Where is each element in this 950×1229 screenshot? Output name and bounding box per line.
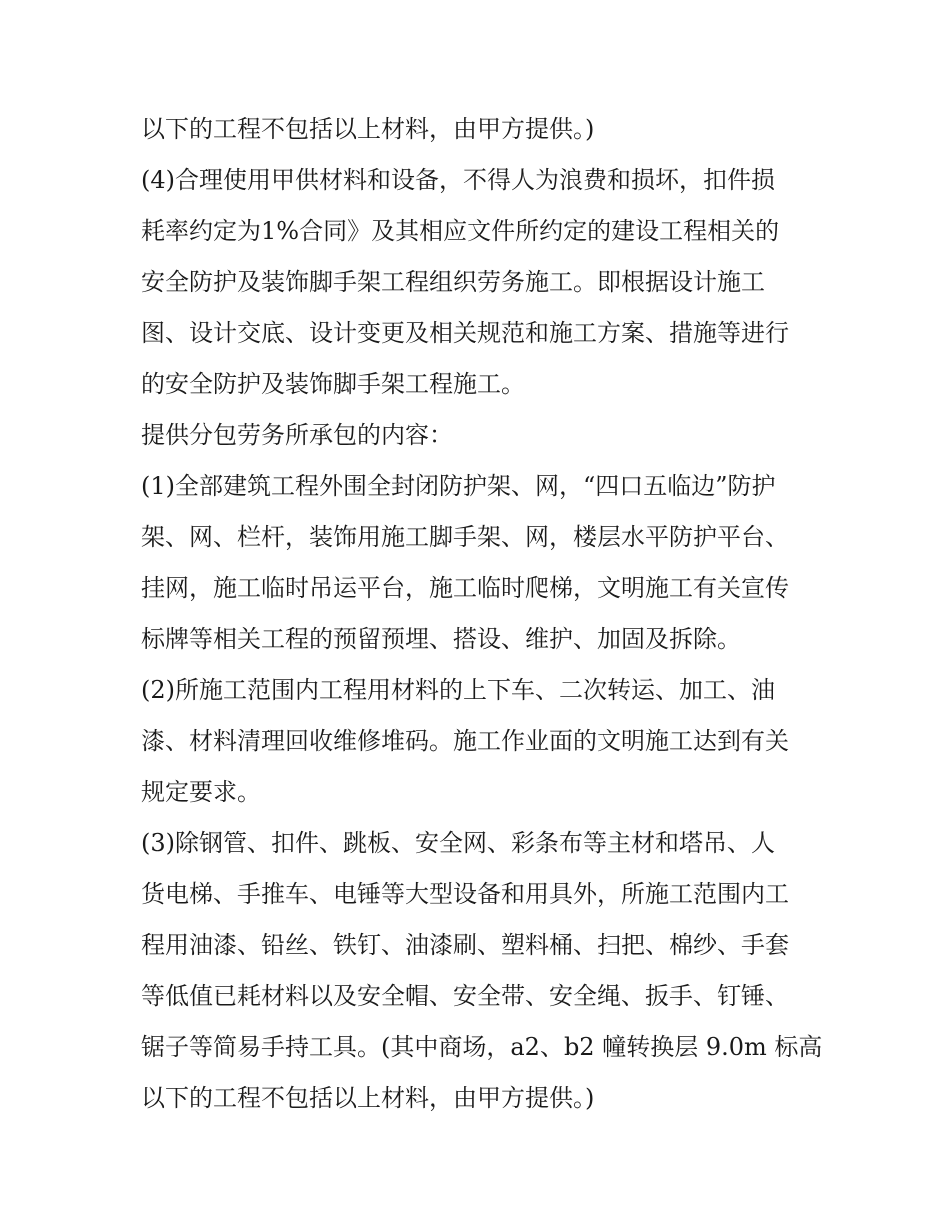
text-line: 等低值已耗材料以及安全帽、安全带、安全绳、扳手、钉锤、 [141, 982, 789, 1010]
text-line: 安全防护及装饰脚手架工程组织劳务施工。即根据设计施工 [141, 268, 765, 296]
text-line: (4)合理使用甲供材料和设备，不得人为浪费和损坏，扣件损 [141, 166, 775, 194]
text-line: 漆、材料清理回收维修堆码。施工作业面的文明施工达到有关 [141, 727, 789, 755]
document-body [141, 104, 821, 1124]
text-line: (2)所施工范围内工程用材料的上下车、二次转运、加工、油 [141, 676, 775, 704]
text-line: 架、网、栏杆，装饰用施工脚手架、网，楼层水平防护平台、 [141, 523, 789, 551]
text-line: 锯子等简易手持工具。(其中商场，a2、b2 幢转换层 9.0m 标高 [141, 1033, 823, 1061]
text-line: 规定要求。 [141, 778, 261, 806]
text-line: 标牌等相关工程的预留预埋、搭设、维护、加固及拆除。 [141, 625, 741, 653]
text-line: 程用油漆、铅丝、铁钉、油漆刷、塑料桶、扫把、棉纱、手套 [141, 931, 789, 959]
text-line: 以下的工程不包括以上材料，由甲方提供。) [141, 1084, 595, 1112]
section-heading: 提供分包劳务所承包的内容： [141, 421, 453, 449]
text-line: (1)全部建筑工程外围全封闭防护架、网，“四口五临边”防护 [141, 472, 776, 500]
text-line: 的安全防护及装饰脚手架工程施工。 [141, 370, 525, 398]
text-line: 以下的工程不包括以上材料，由甲方提供。) [141, 115, 595, 143]
text-line: 图、设计交底、设计变更及相关规范和施工方案、措施等进行 [141, 319, 789, 347]
text-line: 耗率约定为1%合同》及其相应文件所约定的建设工程相关的 [141, 217, 780, 245]
text-line: 挂网，施工临时吊运平台，施工临时爬梯，文明施工有关宣传 [141, 574, 789, 602]
text-line: (3)除钢管、扣件、跳板、安全网、彩条布等主材和塔吊、人 [141, 829, 775, 857]
text-line: 货电梯、手推车、电锤等大型设备和用具外，所施工范围内工 [141, 880, 789, 908]
